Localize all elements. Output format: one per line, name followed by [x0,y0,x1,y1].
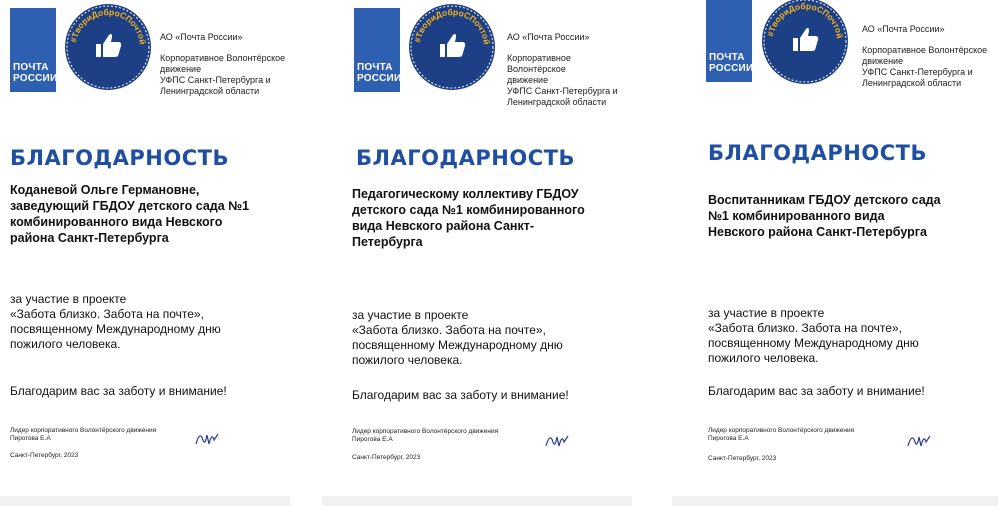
recipient: Воспитанникам ГБДОУ детского сада №1 комбинированного вида Невского района Санкт-Петербурга [708,193,941,239]
certificate-2 [322,0,632,496]
signature-icon [544,428,572,450]
tvori-dobro-badge-icon [63,2,153,92]
place-date: Санкт-Петербург, 2023 [10,452,79,459]
signature-icon [906,428,934,450]
organization-info: АО «Почта России» Корпоративное Волонтёрское движение УФПС Санкт-Петербурга и Ленинградской области [862,24,988,88]
pochta-rossii-logo: ПОЧТА РОССИИ [354,8,400,92]
certificate-title: БЛАГОДАРНОСТЬ [356,146,575,170]
thanks-line: Благодарим вас за заботу и внимание! [352,388,569,402]
svg-text:#ТвориДоброСПочтой: #ТвориДоброСПочтой [412,6,492,46]
organization-info: АО «Почта России» Корпоративное Волонтёрское движение УФПС Санкт-Петербурга и Ленинградской области [160,32,286,96]
page-edge-shadow [672,496,998,506]
certificate-body: за участие в проекте «Забота близко. Забота на почте», посвященному Международному дню пожилого человека. [10,292,221,351]
signature-icon [194,426,222,448]
place-date: Санкт-Петербург, 2023 [352,454,421,461]
pochta-rossii-logo: ПОЧТА РОССИИ [10,8,56,92]
leader-signature-block: Лидер корпоративного Волонтёрского движения Пирогова Е.А [352,428,499,443]
thanks-line: Благодарим вас за заботу и внимание! [708,384,925,398]
certificate-body: за участие в проекте «Забота близко. Забота на почте», посвященному Международному дню пожилого человека. [352,308,563,367]
recipient: Педагогическому коллективу ГБДОУ детского сада №1 комбинированного вида Невского района Санкт- Петербурга [352,187,585,249]
leader-signature-block: Лидер корпоративного Волонтёрского движения Пирогова Е.А [10,427,157,442]
pochta-rossii-logo: ПОЧТА РОССИИ [706,0,752,82]
recipient: Коданевой Ольге Германовне, заведующий ГБДОУ детского сада №1 комбинированного вида Невского района Санкт-Петербурга [10,183,250,245]
page-edge-shadow [0,496,290,506]
certificate-title: БЛАГОДАРНОСТЬ [10,146,229,170]
certificate-title: БЛАГОДАРНОСТЬ [708,141,927,165]
thanks-line: Благодарим вас за заботу и внимание! [10,384,227,398]
svg-text:#ТвориДоброСПочтой: #ТвориДоброСПочтой [765,0,845,40]
tvori-dobro-badge-icon [407,2,497,92]
certificate-body: за участие в проекте «Забота близко. Забота на почте», посвященному Международному дню пожилого человека. [708,306,919,365]
place-date: Санкт-Петербург, 2023 [708,455,777,462]
certificate-1 [0,0,290,496]
leader-signature-block: Лидер корпоративного Волонтёрского движения Пирогова Е.А [708,427,855,442]
page-edge-shadow [322,496,632,506]
tvori-dobro-badge-icon [760,0,850,86]
organization-info: АО «Почта России» Корпоративное Волонтёрское движение УФПС Санкт-Петербурга и Ленинградской области [507,32,618,107]
certificate-3 [672,0,998,496]
svg-text:#ТвориДоброСПочтой: #ТвориДоброСПочтой [68,6,148,46]
